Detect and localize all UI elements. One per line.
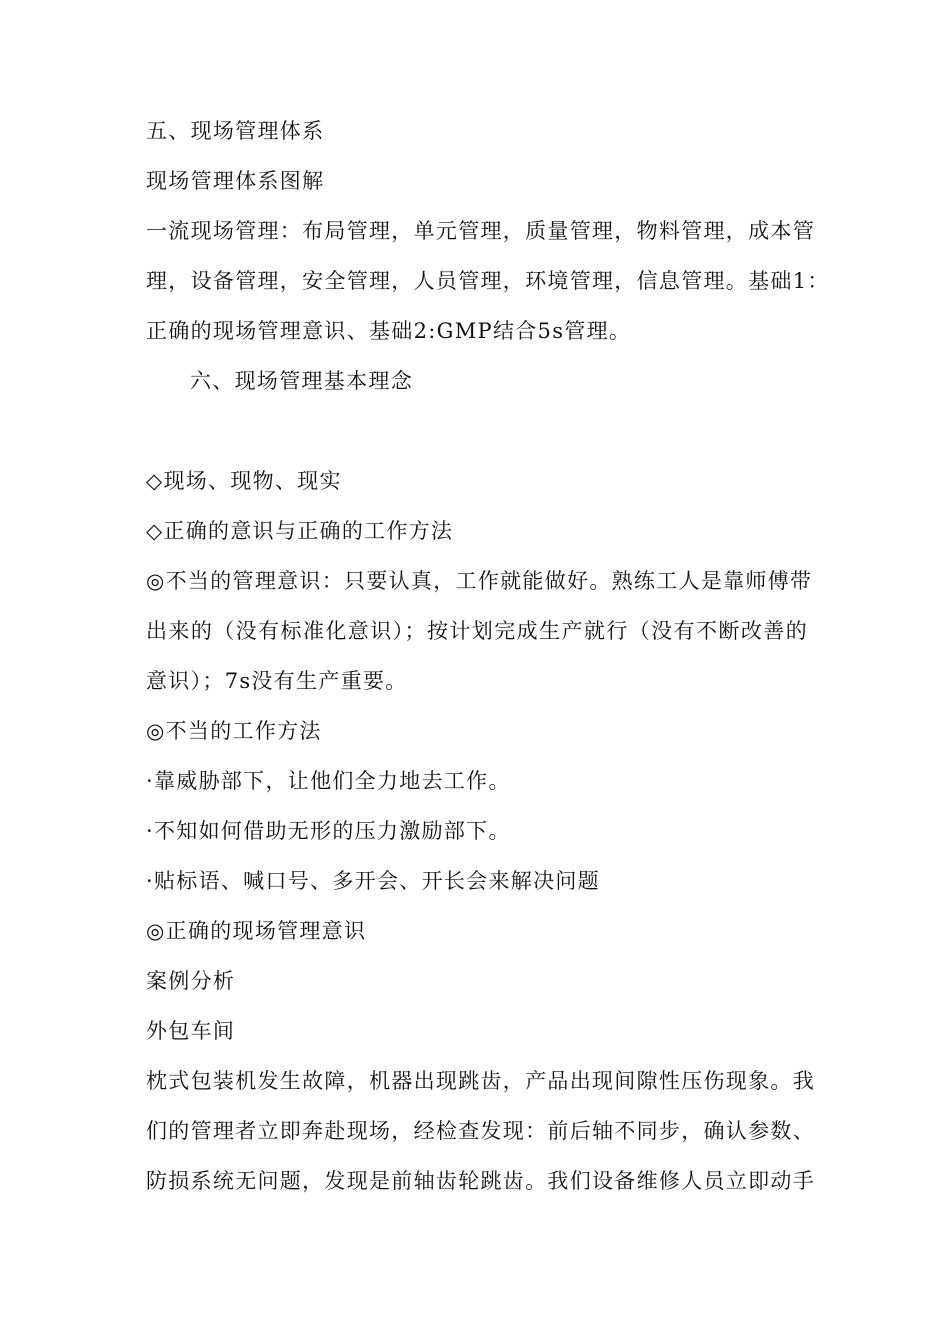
paragraph-line: 理，设备管理，安全管理，人员管理，环境管理，信息管理。基础1：: [146, 269, 830, 293]
paragraph-line: 们的管理者立即奔赴现场，经检查发现：前后轴不同步，确认参数、: [146, 1119, 815, 1143]
paragraph-line: 一流现场管理：布局管理，单元管理，质量管理，物料管理，成本管: [146, 219, 815, 243]
diamond-bullet-item: ◇现场、现物、现实: [146, 469, 342, 493]
paragraph-line: 枕式包装机发生故障，机器出现跳齿，产品出现间隙性压伤现象。我: [146, 1069, 815, 1093]
dot-bullet-item: ·贴标语、喊口号、多开会、开长会来解决问题: [146, 869, 600, 893]
dot-bullet-item: ·靠威胁部下，让他们全力地去工作。: [146, 769, 511, 793]
paragraph-line: 出来的（没有标准化意识）；按计划完成生产就行（没有不断改善的: [146, 619, 808, 643]
paragraph-line: 意识）；7s没有生产重要。: [146, 669, 408, 693]
paragraph-line: 防损系统无问题，发现是前轴齿轮跳齿。我们设备维修人员立即动手: [146, 1169, 815, 1193]
circle-bullet-item: ◎不当的工作方法: [146, 719, 322, 743]
paragraph-line: 正确的现场管理意识、基础2:GMP结合5s管理。: [146, 319, 632, 343]
section-heading-6: 六、现场管理基本理念: [190, 369, 413, 393]
dot-bullet-item: ·不知如何借助无形的压力激励部下。: [146, 819, 511, 843]
subheading-diagram: 现场管理体系图解: [146, 169, 325, 193]
circle-bullet-item: ◎正确的现场管理意识: [146, 919, 367, 943]
diamond-bullet-item: ◇正确的意识与正确的工作方法: [146, 519, 454, 543]
section-heading-5: 五、现场管理体系: [146, 119, 325, 143]
subheading-workshop: 外包车间: [146, 1019, 236, 1043]
subheading-case-analysis: 案例分析: [146, 969, 236, 993]
paragraph-line: ◎不当的管理意识：只要认真，工作就能做好。熟练工人是靠师傅带: [146, 569, 813, 593]
